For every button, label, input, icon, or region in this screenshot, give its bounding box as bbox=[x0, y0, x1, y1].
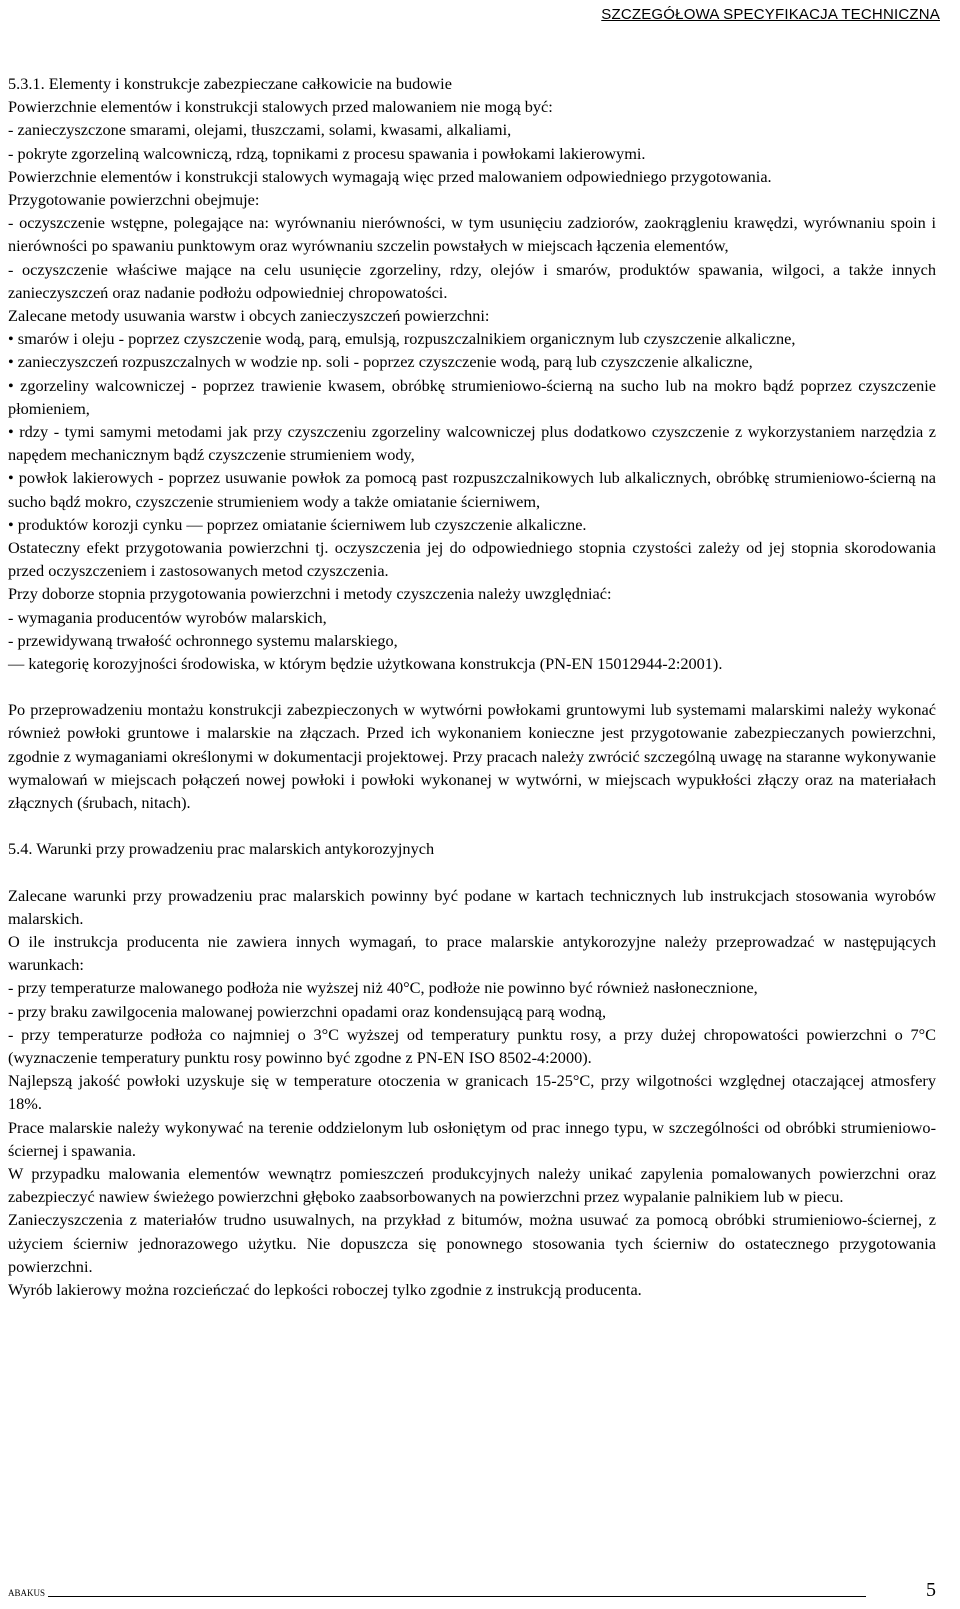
list-item: - przewidywaną trwałość ochronnego systemu malarskiego, bbox=[8, 630, 398, 650]
paragraph: O ile instrukcja producenta nie zawiera innych wymagań, to prace malarskie antykorozyjne należy przeprowadzać w następujących warunkach: bbox=[8, 931, 936, 975]
page-header: SZCZEGÓŁOWA SPECYFIKACJA TECHNICZNA bbox=[601, 6, 940, 23]
list-item: - pokryte zgorzeliną walcowniczą, rdzą, topnikami z procesu spawania i powłokami lakierowymi. bbox=[8, 143, 646, 163]
page-number: 5 bbox=[926, 1579, 936, 1601]
footer-company: ABAKUS bbox=[8, 1588, 46, 1598]
paragraph: Zalecane metody usuwania warstw i obcych zanieczyszczeń powierzchni: bbox=[8, 306, 490, 326]
paragraph: Zanieczyszczenia z materiałów trudno usuwalnych, na przykład z bitumów, można usuwać za pomocą obróbki strumieniowo-ściernej, z użyciem ścierniw jednorazowego użytku. Nie dopuszcza się ponownego stosowania tych ścierniw do ostatecznego przygotowania powierzchni. bbox=[8, 1210, 936, 1276]
section-heading: 5.4. Warunki przy prowadzeniu prac malarskich antykorozyjnych bbox=[8, 839, 435, 859]
list-item: - przy braku zawilgocenia malowanej powierzchni opadami oraz kondensującą parą wodną, bbox=[8, 1001, 607, 1021]
paragraph: Przy doborze stopnia przygotowania powierzchni i metody czyszczenia należy uwzględniać: bbox=[8, 584, 612, 604]
paragraph: Wyrób lakierowy można rozcieńczać do lepkości roboczej tylko zgodnie z instrukcją producenta. bbox=[8, 1279, 642, 1299]
document-body bbox=[8, 72, 936, 1301]
paragraph: Powierzchnie elementów i konstrukcji stalowych przed malowaniem nie mogą być: bbox=[8, 97, 553, 117]
list-item: — kategorię korozyjności środowiska, w którym będzie użytkowana konstrukcja (PN-EN 15012944-2:2001). bbox=[8, 654, 723, 674]
spacer bbox=[8, 814, 936, 837]
paragraph: Prace malarskie należy wykonywać na terenie oddzielonym lub osłoniętym od prac innego typu, w szczególności od obróbki strumieniowo-ściernej i spawania. bbox=[8, 1117, 936, 1160]
spacer bbox=[8, 675, 936, 698]
list-item: - zanieczyszczone smarami, olejami, tłuszczami, solami, kwasami, alkaliami, bbox=[8, 120, 512, 140]
list-item: - przy temperaturze podłoża co najmniej o 3°C wyższej od temperatury punktu rosy, a przy dużej chropowatości powierzchni o 7°C (wyznaczenie temperatury punktu rosy powinno być zgodne z PN-EN ISO 8502-4:2000). bbox=[8, 1024, 936, 1067]
bullet-item: • zgorzeliny walcowniczej - poprzez trawienie kwasem, obróbkę strumieniowo-ścierną na sucho lub na mokro bądź poprzez czyszczenie płomieniem, bbox=[8, 375, 936, 418]
list-item: - oczyszczenie wstępne, polegające na: wyrównaniu nierówności, w tym usunięciu zadziorów, zaokrągleniu krawędzi, wyrównaniu spoin i nierówności po spawaniu punktowym oraz wyrównaniu szczelin powstałych w miejscach łączenia elementów, bbox=[8, 213, 936, 256]
bullet-item: • powłok lakierowych - poprzez usuwanie powłok za pomocą past rozpuszczalnikowych lub alkalicznych, obróbkę strumieniowo-ścierną na sucho bądź mokro, czyszczenie strumieniem wody a także omiatanie ścierniwem, bbox=[8, 468, 936, 511]
spacer bbox=[8, 861, 936, 884]
paragraph: W przypadku malowania elementów wewnątrz pomieszczeń produkcyjnych należy unikać zapylenia pomalowanych powierzchni oraz zabezpieczyć nawiew świeżego powierzchni głęboko zaabsorbowanych na powierzchni przez wypalanie palnikiem lub w piecu. bbox=[8, 1163, 936, 1207]
bullet-item: • smarów i oleju - poprzez czyszczenie wodą, parą, emulsją, rozpuszczalnikiem organicznym lub czyszczenie alkaliczne, bbox=[8, 329, 796, 349]
list-item: - oczyszczenie właściwe mające na celu usunięcie zgorzeliny, rdzy, olejów i smarów, produktów spawania, wilgoci, a także innych zanieczyszczeń oraz nadanie podłożu odpowiedniej chropowatości. bbox=[8, 259, 936, 302]
paragraph: Ostateczny efekt przygotowania powierzchni tj. oczyszczenia jej do odpowiedniego stopnia czystości zależy od jej stopnia skorodowania przed oczyszczeniem i zastosowanych metod czyszczenia. bbox=[8, 538, 936, 581]
list-item: - wymagania producentów wyrobów malarskich, bbox=[8, 607, 327, 627]
paragraph: Zalecane warunki przy prowadzeniu prac malarskich powinny być podane w kartach technicznych lub instrukcjach stosowania wyrobów malarskich. bbox=[8, 885, 936, 928]
paragraph: Po przeprowadzeniu montażu konstrukcji zabezpieczonych w wytwórni powłokami gruntowymi lub systemami malarskimi należy wykonać również powłoki gruntowe i malarskie na złączach. Przed ich wykonaniem konieczne jest przygotowanie zabezpieczanych powierzchni, zgodnie z wymaganiami określonymi w dokumentacji projektowej. Przy pracach należy zwrócić szczególną uwagę na staranne wykonywanie wymalowań w miejscach połączeń nowej powłoki i powłoki wykonanej w wytwórni, w miejscach wypukłości złączy oraz na materiałach złącznych (śrubach, nitach). bbox=[8, 700, 936, 813]
bullet-item: • zanieczyszczeń rozpuszczalnych w wodzie np. soli - poprzez czyszczenie wodą, parą lub czyszczenie alkaliczne, bbox=[8, 352, 753, 372]
list-item: - przy temperaturze malowanego podłoża nie wyższej niż 40°C, podłoże nie powinno być również nasłonecznione, bbox=[8, 978, 758, 998]
paragraph: Najlepszą jakość powłoki uzyskuje się w temperature otoczenia w granicach 15-25°C, przy wilgotności względnej otaczającej atmosfery 18%. bbox=[8, 1071, 936, 1114]
paragraph: Powierzchnie elementów i konstrukcji stalowych wymagają więc przed malowaniem odpowiedniego przygotowania. bbox=[8, 166, 772, 186]
section-heading: 5.3.1. Elementy i konstrukcje zabezpieczane całkowicie na budowie bbox=[8, 74, 452, 93]
bullet-item: • produktów korozji cynku — poprzez omiatanie ścierniwem lub czyszczenie alkaliczne. bbox=[8, 514, 587, 534]
page-footer bbox=[8, 1578, 936, 1600]
bullet-item: • rdzy - tymi samymi metodami jak przy czyszczeniu zgorzeliny walcowniczej plus dodatkowo czyszczenie z wykorzystaniem narzędzia z napędem mechanicznym bądź czyszczenie strumieniem wody, bbox=[8, 422, 936, 465]
paragraph: Przygotowanie powierzchni obejmuje: bbox=[8, 190, 260, 210]
footer-rule bbox=[48, 1596, 866, 1597]
